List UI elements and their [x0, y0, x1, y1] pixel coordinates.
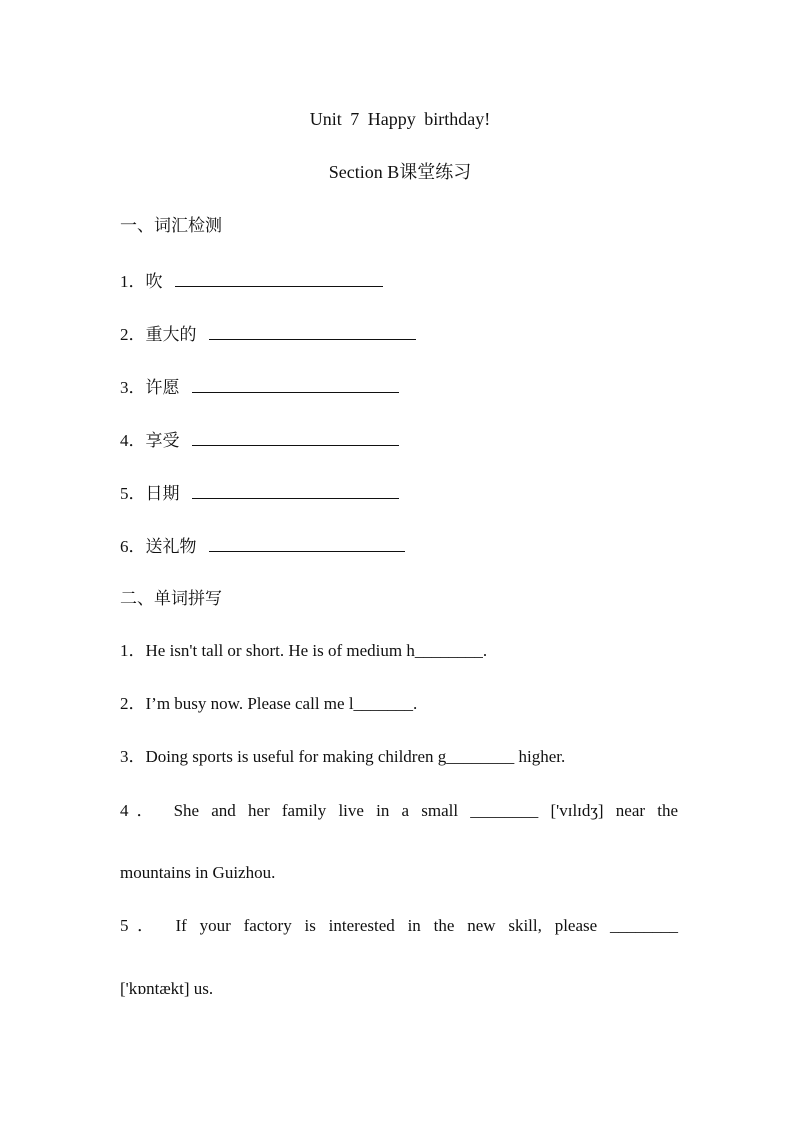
section-heading-spelling: 二、单词拼写 [120, 589, 222, 608]
vocab-item [120, 321, 416, 346]
spelling-question-2: 2．I’m busy now. Please call me l_______. [120, 694, 418, 713]
vocab-item [120, 533, 405, 558]
vocab-item [120, 268, 383, 293]
page-subtitle: Section B课堂练习 [328, 162, 472, 182]
spelling-question-5-line-2: ['kɒntækt] us. [120, 979, 214, 998]
vocab-item-label: 3．许愿 [120, 378, 180, 397]
answer-blank[interactable] [209, 533, 405, 552]
answer-blank[interactable] [175, 268, 383, 287]
answer-blank[interactable] [192, 480, 399, 499]
spelling-question-5-line-1: 5． If your factory is interested in the new skill, please ________ [120, 916, 678, 935]
spelling-question-3: 3．Doing sports is useful for making children g________ higher. [120, 747, 566, 766]
spelling-question-4-line-1: 4． She and her family live in a small ________ ['vɪlɪdʒ] near the [120, 801, 678, 820]
answer-blank[interactable] [192, 374, 399, 393]
vocab-item-label: 5．日期 [120, 484, 180, 503]
spelling-question-1: 1．He isn't tall or short. He is of medium h________. [120, 641, 488, 660]
vocab-item [120, 427, 399, 452]
vocab-item-label: 2．重大的 [120, 325, 197, 344]
vocab-item-label: 4．享受 [120, 431, 180, 450]
answer-blank[interactable] [209, 321, 416, 340]
answer-blank[interactable] [192, 427, 399, 446]
vocab-item [120, 480, 399, 505]
vocab-item [120, 374, 399, 399]
section-heading-vocabulary: 一、词汇检测 [120, 216, 222, 235]
spelling-question-4-line-2: mountains in Guizhou. [120, 863, 276, 882]
vocab-item-label: 6．送礼物 [120, 537, 197, 556]
vocab-item-label: 1．吹 [120, 272, 163, 291]
page-title: Unit 7 Happy birthday! [309, 109, 491, 129]
